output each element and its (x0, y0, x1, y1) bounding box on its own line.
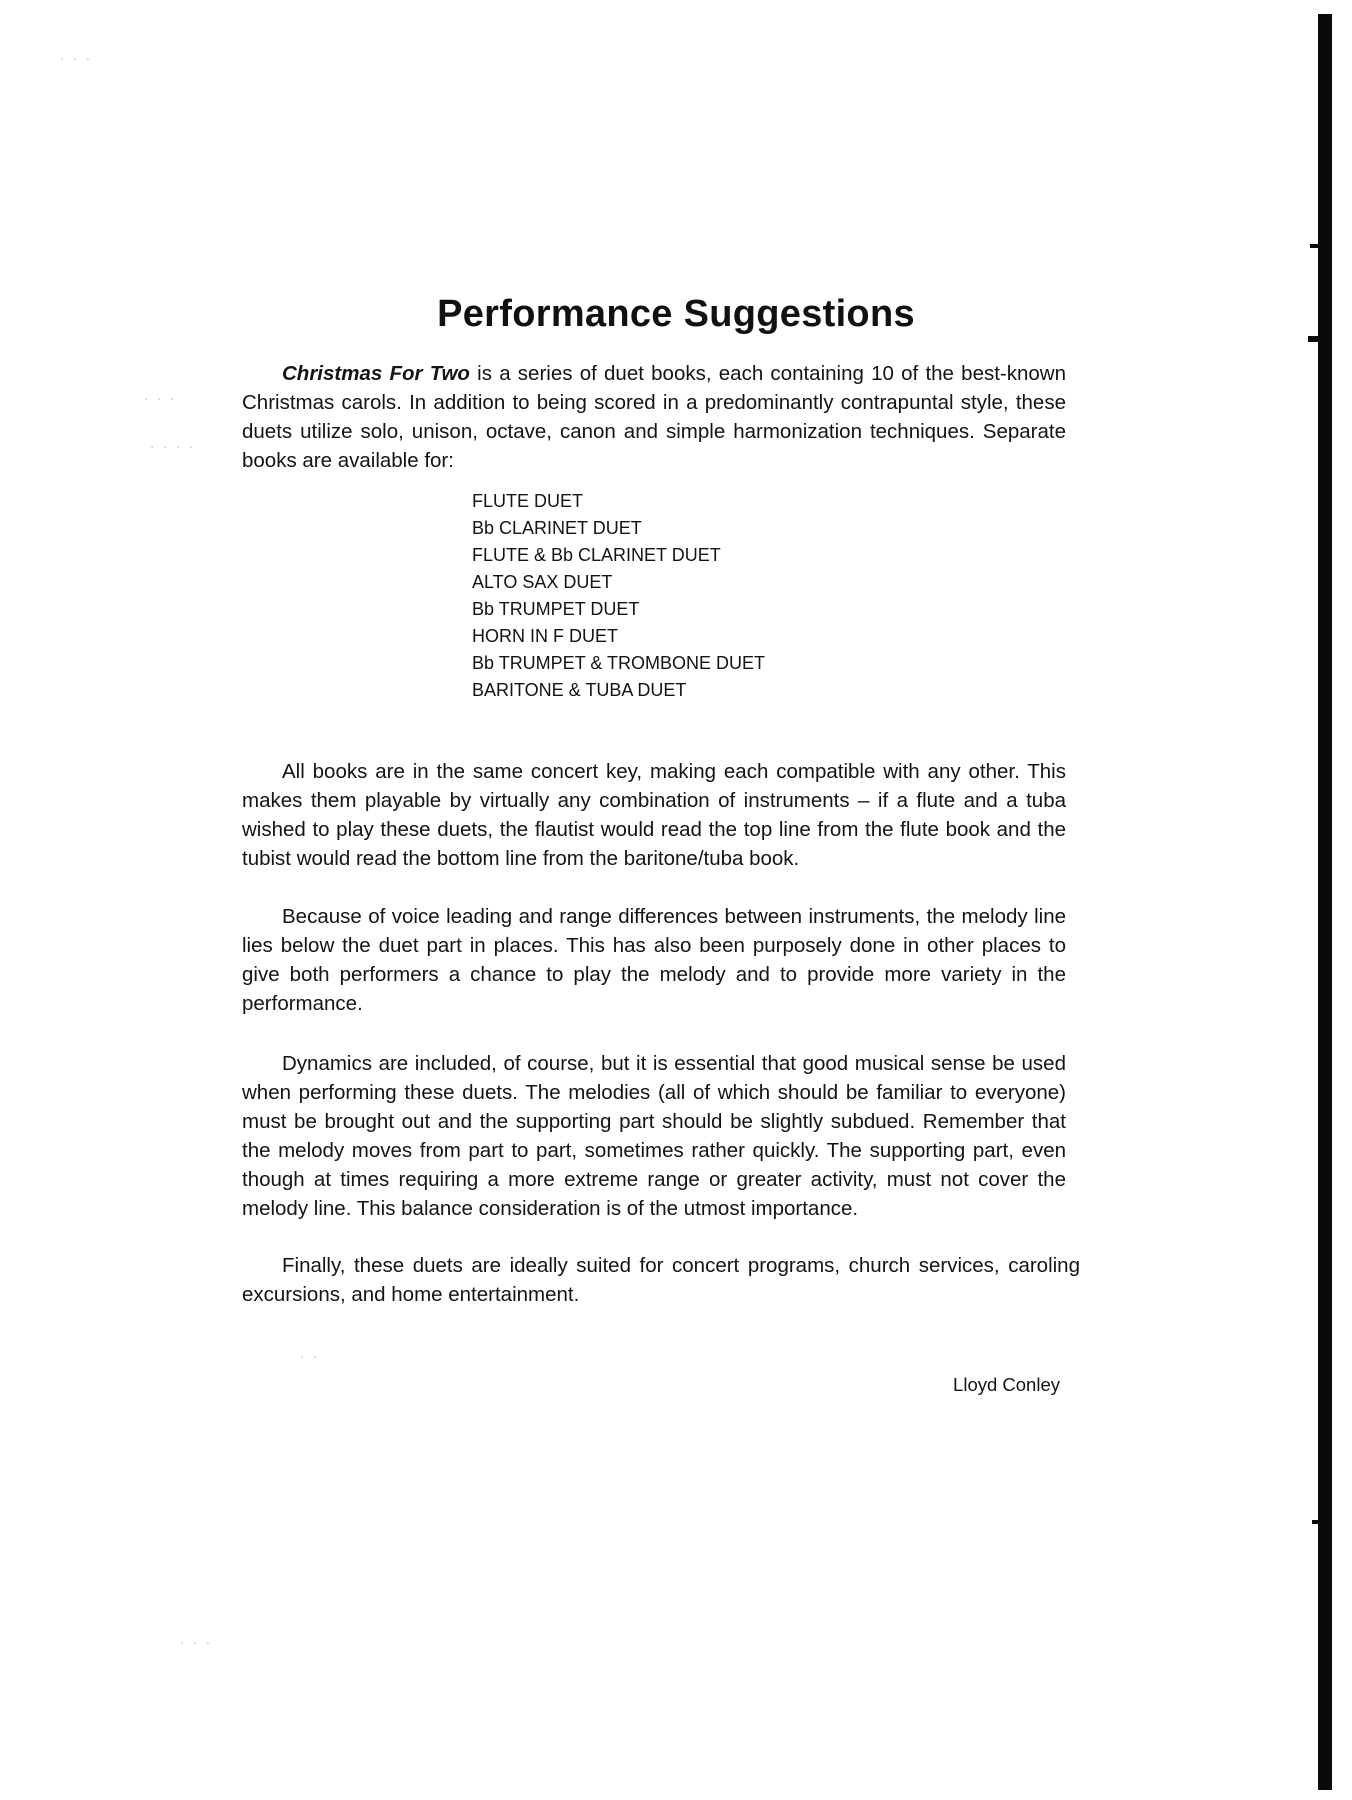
intro-paragraph (242, 359, 1066, 475)
book-list-item: HORN IN F DUET (472, 626, 618, 646)
book-list-item: Bb CLARINET DUET (472, 518, 642, 538)
scan-edge-shadow (1318, 14, 1332, 1790)
voice-leading-paragraph (242, 902, 1066, 1018)
scan-edge-nick (1310, 244, 1320, 248)
book-list-item: BARITONE & TUBA DUET (472, 680, 687, 700)
scan-edge-nick (1312, 1520, 1320, 1524)
book-list-item: FLUTE DUET (472, 491, 584, 511)
book-list-item: FLUTE & Bb CLARINET DUET (472, 545, 721, 565)
author-signature: Lloyd Conley (953, 1374, 1060, 1395)
scan-edge-nick (1308, 336, 1320, 342)
closing-paragraph (242, 1251, 1080, 1309)
intro-text: is a series of duet books, each containing 10 of the best-known Christmas carols. In addition to being scored in a predominantly contrapuntal style, these duets utilize solo, unison, octave, canon and simple harmonization techniques. Separate books are available for: (242, 362, 1066, 472)
dynamics-text: Dynamics are included, of course, but it is essential that good musical sense be used when performing these duets. The melodies (all of which should be familiar to everyone) must be brought out and the supporting part should be slightly subdued. Remember that the melody moves from part to part, sometimes rather quickly. The supporting part, even though at times requiring a more extreme range or greater activity, must not cover the melody line. This balance consideration is of the utmost importance. (242, 1052, 1066, 1220)
scan-smudge: · · (300, 1350, 320, 1366)
concert-key-paragraph (242, 757, 1066, 873)
concert-key-text: All books are in the same concert key, making each compatible with any other. This makes them playable by virtually any combination of instruments – if a flute and a tuba wished to play these duets, the flautist would read the top line from the flute book and the tubist would read the bottom line from the baritone/tuba book. (242, 760, 1066, 870)
series-name: Christmas For Two (282, 362, 470, 385)
book-list-item: ALTO SAX DUET (472, 572, 613, 592)
page-title: Performance Suggestions (437, 293, 915, 336)
scan-smudge: · · · · (150, 440, 196, 456)
book-list-item: Bb TRUMPET & TROMBONE DUET (472, 653, 766, 673)
scan-smudge: · · · (60, 52, 93, 68)
scan-smudge: · · · (180, 1636, 213, 1652)
dynamics-paragraph (242, 1049, 1066, 1223)
scan-smudge: · · · (144, 392, 177, 408)
book-list (472, 488, 765, 704)
book-list-item: Bb TRUMPET DUET (472, 599, 640, 619)
closing-text: Finally, these duets are ideally suited for concert programs, church services, caroling excursions, and home entertainment. (242, 1254, 1080, 1306)
voice-leading-text: Because of voice leading and range differences between instruments, the melody line lies below the duet part in places. This has also been purposely done in other places to give both performers a chance to play the melody and to provide more variety in the performance. (242, 905, 1066, 1015)
